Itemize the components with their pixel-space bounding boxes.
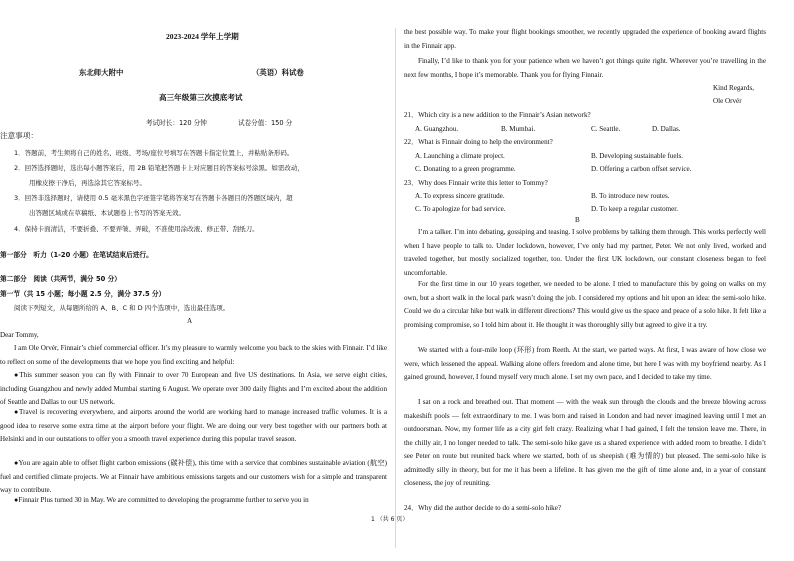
- page-footer: 1 （共 6 页）: [371, 516, 409, 523]
- question-option: B. Mumbai.: [501, 125, 536, 133]
- question-option: C. Seattle.: [591, 125, 621, 133]
- year-term: 2023-2024 学年上学期: [166, 32, 239, 41]
- passage-b-paragraph: We started with a four-mile loop (环形) from Reeth. At the start, we parted ways. At first, I was aware of how close we were, which lessened the appeal. Walking alone offers freedom and alone time, but here I was with my boyfriend nearby. As I gained ground, however, I found myself very much alone. I set my own pace, and I decided to take my time.: [404, 346, 766, 381]
- note-item: 4．保持卡面清洁，不要折叠、不要弄皱、弄破，不准使用涂改液、修正带、刮纸刀。: [14, 225, 259, 233]
- school-name: 东北师大附中: [79, 68, 124, 77]
- note-item: 2．回答选择题时，选出每小题答案后，用 2B 铅笔把答题卡上对应题目的答案标号涂黑。如需改动，: [14, 164, 304, 172]
- question-option: D. Offering a carbon offset service.: [591, 165, 692, 173]
- part2-heading: 第二部分 阅读（共两节，满分 50 分）: [0, 275, 121, 283]
- instruction: 阅读下列短文，从每题所给的 A、B、C 和 D 四个选项中，选出最佳选项。: [14, 304, 230, 312]
- letter-signature: Ole Orvér: [713, 97, 742, 105]
- passage-a-paragraph: ●This summer season you can fly with Finnair to over 70 European and five US destinations. In Asia, we serve eight cities, including Guangzhou and newly added Mumbai starting 6 August. We operate over 300 daily flights and I’m excited about the addition of Seattle and Dallas to our US network.: [0, 371, 387, 406]
- note-item: 出答题区域或在草稿纸、本试题卷上书写的答案无效。: [29, 209, 185, 217]
- question-stem: 23．Why does Finnair write this letter to Tommy?: [404, 179, 548, 187]
- passage-b-paragraph: I sat on a rock and breathed out. That moment — with the weak sun through the clouds and the breeze blowing across makeshift pools — felt extraordinary to me. I was born and raised in London and had never imagined leaving until I met an outdoorsman. Now, my former life as a city girl felt crazy. Realizing what I had gained, I felt the tension leave me. There, in the chilly air, I no longer needed to talk. The semi-solo hike gave us a shared experience with added room to breathe. I didn’t see Peter on route but reunited back where we started, both of us sheepish (难为情的) but pleased. The semi-solo hike is admittedly silly in theory, but for me it has been a lifeline. It has given me the gift of time alone and, in a year of constant closeness, the joy of reuniting.: [404, 398, 766, 487]
- exam-title: 高三年级第三次摸底考试: [159, 93, 243, 102]
- note-item: 1．答题前，考生须将自己的姓名、班级、考场/座位号填写在答题卡指定位置上，并粘贴条形码。: [14, 149, 294, 157]
- column-divider: [395, 28, 396, 548]
- passage-b-paragraph: For the first time in our 10 years together, we needed to be alone. I tried to manufacture this by going on walks on my own, but a short walk in the local park wasn’t doing the job. I considered my options and hit upon an idea: the semi-solo hike. Could we do a circular hike but walk in different directions? This would give us the space and peace of a solo hike. It felt like a promising compromise, so I told him about it. He thought it was thoroughly silly but agreed to give it a try.: [404, 280, 766, 329]
- question-option: B. Developing sustainable fuels.: [591, 152, 684, 160]
- question-option: D. Dallas.: [652, 125, 681, 133]
- passage-a-paragraph: ●Travel is recovering everywhere, and airports around the world are working hard to manage increased traffic volumes. It is a good idea to reserve some extra time at the airport before your flight. We are doing our very best together with our partners both at Helsinki and in our outstations to offer you a smooth travel experience during this popular travel season.: [0, 408, 387, 443]
- passage-a-paragraph: Finally, I’d like to thank you for your patience when we haven’t got things quite right. Wherever you’re travelling in the next few months, I hope it’s memorable. Thank you for flying Finnair.: [404, 57, 766, 79]
- subject-name: （英语）科试卷: [252, 68, 304, 77]
- note-item: 用橡皮擦干净后，再选涂其它答案标号。: [29, 179, 146, 187]
- question-stem: 24．Why did the author decide to do a semi-solo hike?: [404, 504, 562, 512]
- question-option: A. To express sincere gratitude.: [415, 192, 505, 200]
- question-option: C. To apologize for bad service.: [415, 205, 506, 213]
- section1-heading: 第一节（共 15 小题；每小题 2.5 分，满分 37.5 分）: [0, 290, 166, 298]
- letter-closing: Kind Regards,: [713, 84, 754, 92]
- passage-b-paragraph: I’m a talker. I’m into debating, gossiping and teasing. I solve problems by talking them through. This works perfectly well when I have people to talk to. Under lockdown, however, I’ve only had my partner, Peter. We not only lived, worked and traveled together, but mostly socialized together, too. Under the first UK lockdown, our constant closeness began to feel uncomfortable.: [404, 228, 766, 277]
- right-column: [404, 0, 766, 561]
- question-option: A. Launching a climate project.: [415, 152, 505, 160]
- letter-greeting: Dear Tommy,: [0, 331, 39, 339]
- question-option: D. To keep a regular customer.: [591, 205, 679, 213]
- left-column: [0, 0, 387, 561]
- question-stem: 21．Which city is a new addition to the Finnair’s Asian network?: [404, 111, 591, 119]
- part1-heading: 第一部分 听力（1-20 小题）在笔试结束后进行。: [0, 251, 153, 259]
- exam-score: 试卷分值：150 分: [238, 119, 293, 127]
- passage-a-paragraph: I am Ole Orvér, Finnair’s chief commercial officer. It’s my pleasure to warmly welcome you back to the skies with Finnair. I’d like to reflect on some of the developments that we hope you find exciting and helpful:: [0, 344, 387, 366]
- passage-a-paragraph: ●Finnair Plus turned 30 in May. We are committed to developing the programme further to serve you in: [14, 496, 309, 504]
- note-item: 3．回答非选择题时，请使用 0.5 毫米黑色字迹签字笔将答案写在答题卡各题目的答题区域内，超: [14, 194, 293, 202]
- passage-a-label: A: [187, 317, 193, 325]
- notes-title: 注意事项：: [0, 131, 38, 140]
- passage-a-paragraph: ●You are again able to offset flight carbon emissions (碳补偿), this time with a service that combines sustainable aviation (航空) fuel and certified climate projects. We at Finnair have ambitious emissions targets and our customers wish for a simple and transparent way to contribute.: [0, 459, 387, 494]
- passage-a-paragraph: the best possible way. To make your flight bookings smoother, we recently upgraded the experience of booking award flights in the Finnair app.: [404, 28, 766, 50]
- passage-b-label: B: [575, 216, 580, 224]
- question-option: A. Guangzhou.: [415, 125, 459, 133]
- question-stem: 22．What is Finnair doing to help the environment?: [404, 138, 553, 146]
- exam-time: 考试时长：120 分钟: [146, 119, 207, 127]
- question-option: C. Donating to a green programme.: [415, 165, 516, 173]
- question-option: B. To introduce new routes.: [591, 192, 670, 200]
